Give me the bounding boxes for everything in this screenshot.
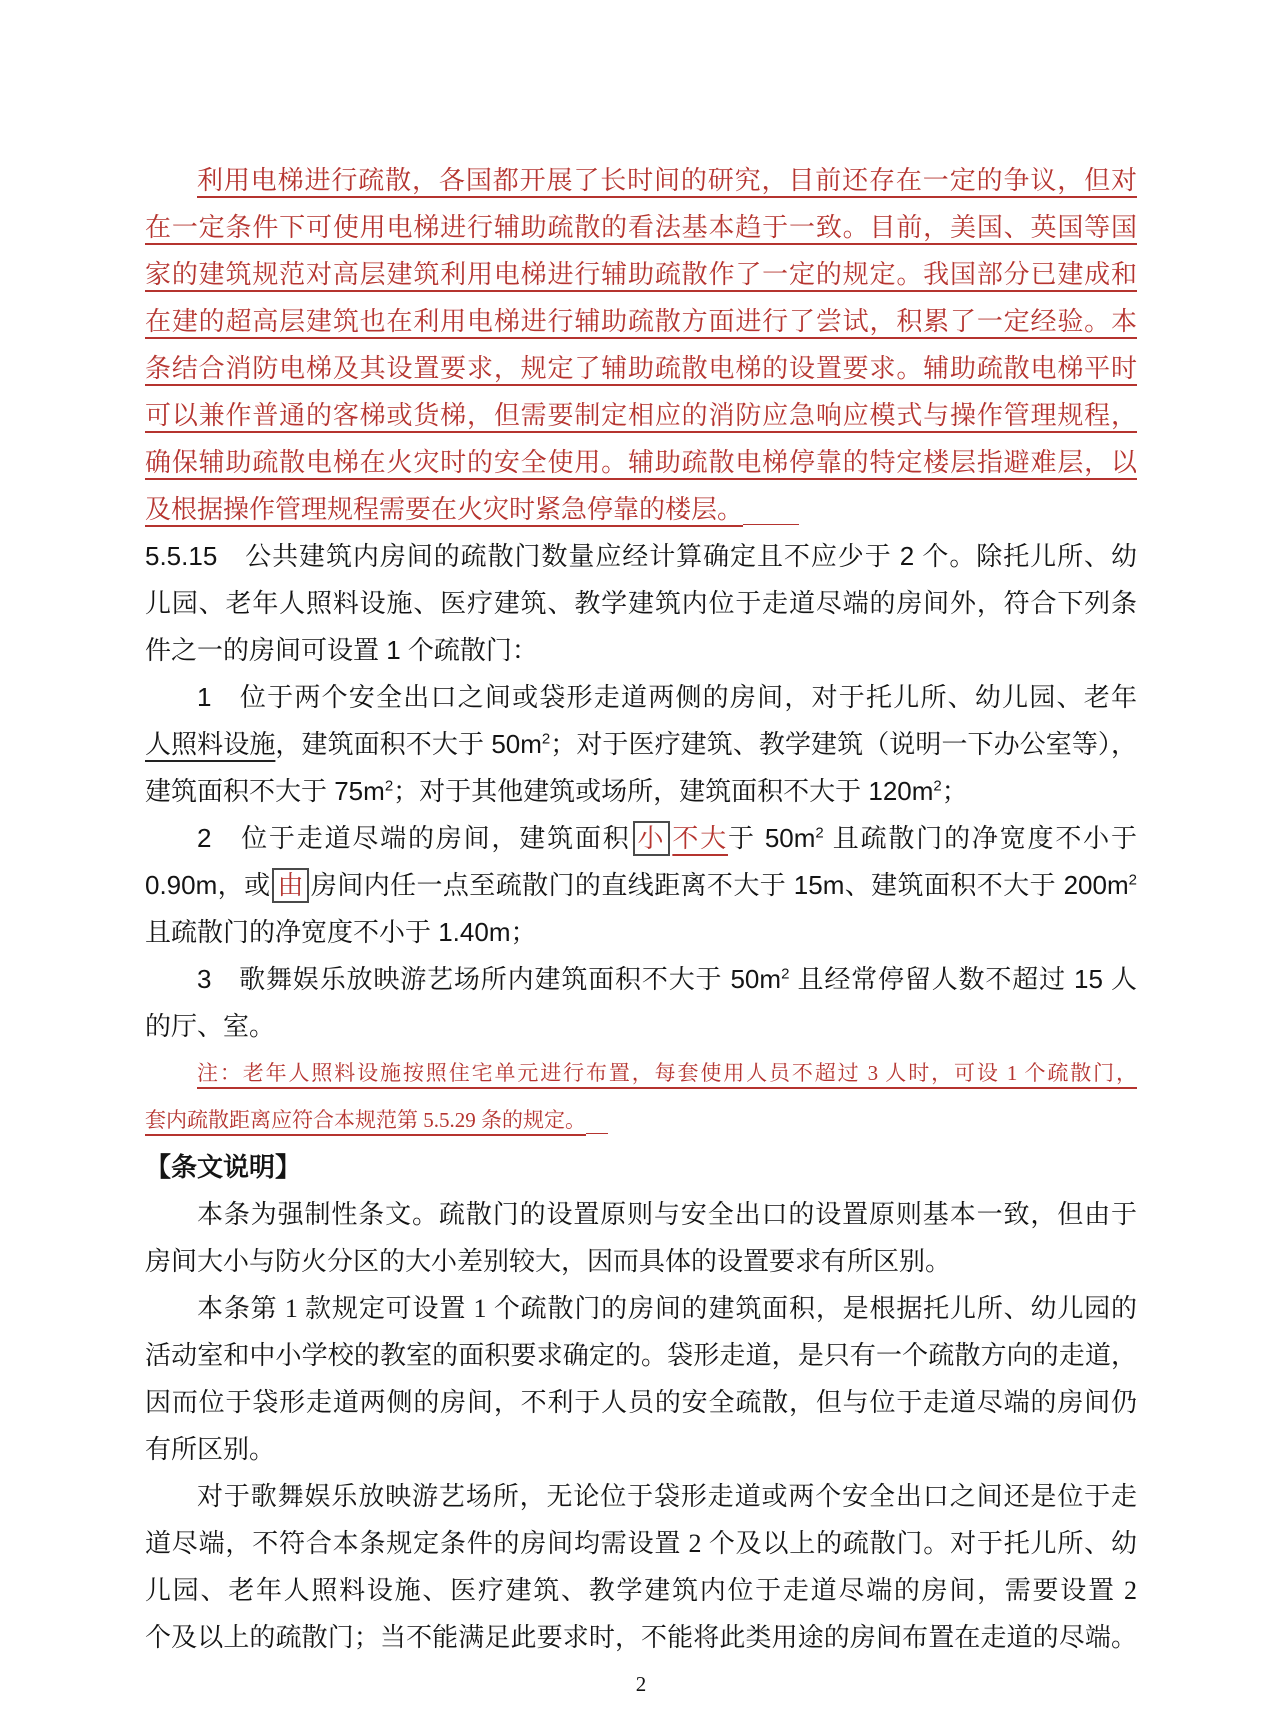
clause-text: 2 位于走道尽端的房间，建筑面积 xyxy=(197,823,631,853)
explanation-line: 房间大小与防火分区的大小差别较大，因而具体的设置要求有所区别。 xyxy=(145,1247,952,1276)
revision-inserted-text: 可以兼作普通的客梯或货梯，但需要制定相应的消防应急响应模式与操作管理规程， xyxy=(145,401,1137,430)
commentary-line xyxy=(145,345,1137,392)
clause-item-2-line: 且疏散门的净宽度不小于 1.40m； xyxy=(145,917,537,947)
revision-inserted-text: 注：老年人照料设施按照住宅单元进行布置，每套使用人员不超过 3 人时，可设 1 个疏散门， xyxy=(197,1061,1137,1085)
clause-text: 房间内任一点至疏散门的直线距离不大于 15m、建筑面积不大于 200m xyxy=(310,870,1129,900)
commentary-line xyxy=(145,439,1137,486)
underline-extension xyxy=(586,1133,608,1134)
page-number: 2 xyxy=(635,1672,647,1696)
clause-note xyxy=(145,1050,1137,1144)
superscript: 2 xyxy=(815,824,824,842)
revision-inserted-text: 条结合消防电梯及其设置要求，规定了辅助疏散电梯的设置要求。辅助疏散电梯平时 xyxy=(145,354,1137,383)
explanation-line: 个及以上的疏散门；当不能满足此要求时，不能将此类用途的房间布置在走道的尽端。 xyxy=(145,1623,1137,1652)
clause-heading-line: 5.5.15 公共建筑内房间的疏散门数量应经计算确定且不应少于 2 个。除托儿所、幼 xyxy=(145,541,1137,571)
clause-item-2-line xyxy=(145,862,1137,909)
clause-item-2-line xyxy=(145,815,1137,862)
revision-inserted-text: 不大 xyxy=(672,823,728,853)
clause-text: 于 50m xyxy=(727,823,816,853)
revision-inserted-text: 利用电梯进行疏散，各国都开展了长时间的研究，目前还存在一定的争议，但对 xyxy=(197,166,1137,195)
clause-text: ；对于其他建筑或场所，建筑面积不大于 120m xyxy=(393,776,934,806)
clause-text: ；对于医疗建筑、教学建筑（说明一下办公室等）， xyxy=(550,729,1137,759)
revision-inserted-text: 确保辅助疏散电梯在火灾时的安全使用。辅助疏散电梯停靠的特定楼层指避难层，以 xyxy=(145,448,1137,477)
underline-extension xyxy=(743,524,799,525)
explanation-paragraph-2 xyxy=(145,1285,1137,1473)
revision-inserted-text: 及根据操作管理规程需要在火灾时紧急停靠的楼层。 xyxy=(145,495,744,524)
clause-5-5-15 xyxy=(145,533,1137,1050)
top-commentary-paragraph xyxy=(145,157,1137,533)
revision-inserted-text: 家的建筑规范对高层建筑利用电梯进行辅助疏散作了一定的规定。我国部分已建成和 xyxy=(145,260,1137,289)
superscript: 2 xyxy=(933,777,942,795)
clause-text: 3 歌舞娱乐放映游艺场所内建筑面积不大于 50m xyxy=(197,964,782,994)
clause-text: ； xyxy=(941,776,968,806)
superscript: 2 xyxy=(1128,871,1137,889)
commentary-section-heading: 【条文说明】 xyxy=(145,1152,302,1182)
clause-text: 且经常停留人数不超过 15 人 xyxy=(789,964,1138,994)
explanation-line: 活动室和中小学校的教室的面积要求确定的。袋形走道，是只有一个疏散方向的走道， xyxy=(145,1341,1137,1370)
clause-text: 建筑面积不大于 75m xyxy=(145,776,385,806)
explanation-line: 本条第 1 款规定可设置 1 个疏散门的房间的建筑面积，是根据托儿所、幼儿园的 xyxy=(197,1294,1137,1323)
superscript: 2 xyxy=(384,777,394,795)
clause-item-3-line xyxy=(145,956,1137,1003)
clause-item-1-line xyxy=(145,721,1137,768)
commentary-line xyxy=(145,298,1137,345)
explanation-paragraph-1 xyxy=(145,1191,1137,1285)
revision-inserted-text: 在一定条件下可使用电梯进行辅助疏散的看法基本趋于一致。目前，美国、英国等国 xyxy=(145,213,1137,242)
deleted-char-box: 小 xyxy=(633,821,671,856)
clause-heading-line: 儿园、老年人照料设施、医疗建筑、教学建筑内位于走道尽端的房间外，符合下列条 xyxy=(145,588,1137,618)
clause-note-line xyxy=(145,1097,1137,1144)
explanation-line: 对于歌舞娱乐放映游艺场所，无论位于袋形走道或两个安全出口之间还是位于走 xyxy=(197,1482,1137,1511)
explanation-paragraph-3 xyxy=(145,1473,1137,1661)
explanation-line: 儿园、老年人照料设施、医疗建筑、教学建筑内位于走道尽端的房间，需要设置 2 xyxy=(145,1576,1137,1605)
clause-text: 0.90m，或 xyxy=(145,870,271,900)
clause-item-1-line: 1 位于两个安全出口之间或袋形走道两侧的房间，对于托儿所、幼儿园、老年 xyxy=(197,682,1137,712)
explanation-line: 本条为强制性条文。疏散门的设置原则与安全出口的设置原则基本一致，但由于 xyxy=(197,1200,1137,1229)
clause-heading-line: 件之一的房间可设置 1 个疏散门： xyxy=(145,635,538,665)
clause-note-line xyxy=(145,1050,1137,1097)
clause-text: 且疏散门的净宽度不小于 xyxy=(823,823,1137,853)
commentary-line xyxy=(145,204,1137,251)
explanation-line: 因而位于袋形走道两侧的房间，不利于人员的安全疏散，但与位于走道尽端的房间仍 xyxy=(145,1388,1137,1417)
underlined-term: 人照料设施 xyxy=(145,729,276,759)
deleted-char-box: 由 xyxy=(272,868,308,903)
clause-text: ，建筑面积不大于 50m xyxy=(275,729,542,759)
commentary-line xyxy=(145,486,1137,533)
commentary-line xyxy=(145,157,1137,204)
commentary-line xyxy=(145,251,1137,298)
superscript: 2 xyxy=(781,965,790,983)
clause-item-1-line xyxy=(145,768,1137,815)
revision-inserted-text: 在建的超高层建筑也在利用电梯进行辅助疏散方面进行了尝试，积累了一定经验。本 xyxy=(145,307,1137,336)
explanation-line: 有所区别。 xyxy=(145,1435,276,1464)
commentary-line xyxy=(145,392,1137,439)
revision-inserted-text: 套内疏散距离应符合本规范第 5.5.29 条的规定。 xyxy=(145,1108,586,1132)
clause-item-3-line: 的厅、室。 xyxy=(145,1011,276,1041)
superscript: 2 xyxy=(541,730,551,748)
explanation-line: 道尽端，不符合本条规定条件的房间均需设置 2 个及以上的疏散门。对于托儿所、幼 xyxy=(145,1529,1137,1558)
